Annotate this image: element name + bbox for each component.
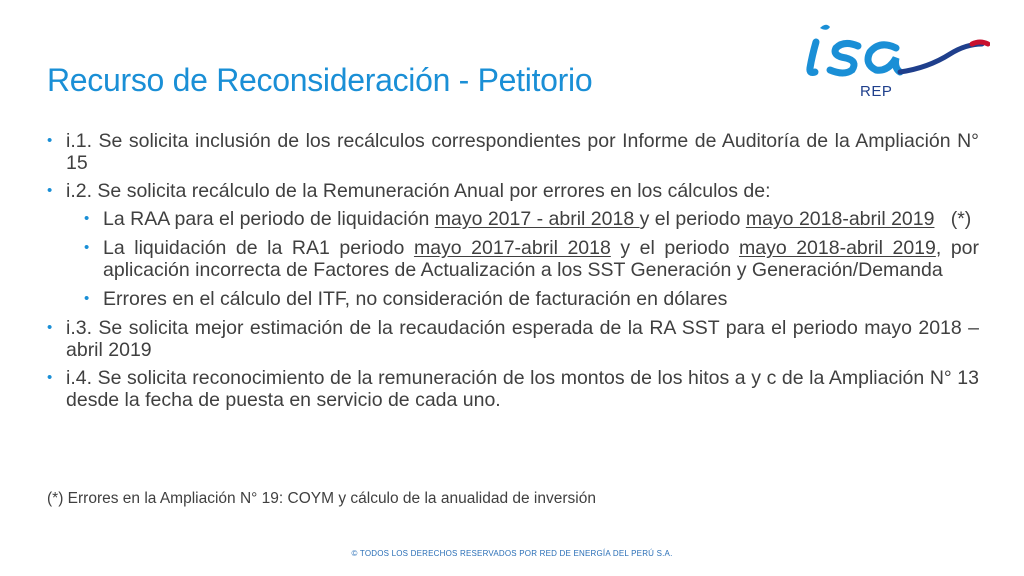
bullet-dot-icon: • [47,319,53,336]
bullet-text: i.1. Se solicita inclusión de los recálculos correspondientes por Informe de Auditoría de la Ampliación N° 15 [66,130,979,174]
sub-bullet-text: (*) [934,208,972,230]
bullet-dot-icon: • [47,182,53,199]
bullet-dot-icon: • [47,369,53,386]
logo-s [830,43,858,73]
logo-rep-label: REP [860,83,893,100]
logo-i-stem [810,42,816,73]
logo-i-dot [820,25,830,30]
footnote: (*) Errores en la Ampliación N° 19: COYM y cálculo de la anualidad de inversión [47,490,596,507]
sub-bullet-text: y el periodo [639,208,746,230]
underlined-period: mayo 2018-abril 2019 [745,208,935,230]
underlined-period: mayo 2017 - abril 2018 [434,208,640,230]
bullet-dot-icon: • [84,210,90,227]
bullet-item-i2 [47,180,979,202]
bullet-item-i3 [47,317,979,361]
sub-bullet-text: Errores en el cálculo del ITF, no consideración de facturación en dólares [103,288,728,310]
isa-logo [800,18,990,102]
copyright-footer: © TODOS LOS DERECHOS RESERVADOS POR RED DE ENERGÍA DEL PERÚ S.A. [351,549,673,558]
bullet-item-i4 [47,367,979,411]
bullet-list [47,130,979,417]
underlined-period: mayo 2018-abril 2019 [738,237,936,259]
page-title: Recurso de Reconsideración - Petitorio [47,62,593,98]
bullet-item-i1 [47,130,979,174]
sub-bullet-text: y el periodo [610,237,739,259]
sub-bullet-text: , por aplicación incorrecta de Factores de Actualización a los SST Generación y Generación/Demanda [103,237,980,281]
bullet-dot-icon: • [47,132,53,149]
sub-bullet-text: La RAA para el periodo de liquidación [103,208,435,230]
sub-bullet-text: La liquidación de la RA1 periodo [103,237,414,259]
bullet-text: i.2. Se solicita recálculo de la Remuneración Anual por errores en los cálculos de: [66,180,771,202]
logo-swoosh [900,44,982,72]
bullet-text: i.3. Se solicita mejor estimación de la recaudación esperada de la RA SST para el periodo mayo 2018 – abril 2019 [66,317,979,361]
underlined-period: mayo 2017-abril 2018 [413,237,611,259]
bullet-text: i.4. Se solicita reconocimiento de la remuneración de los montos de los hitos a y c de la Ampliación N° 13 desde la fecha de puesta en servicio de cada uno. [66,367,979,411]
sub-bullet-ra1 [84,237,979,281]
sub-bullet-raa [84,208,979,230]
logo-swoosh-tip [972,42,988,44]
logo-a [868,45,900,72]
bullet-dot-icon: • [84,239,90,256]
sub-bullet-itf [84,288,979,310]
bullet-dot-icon: • [84,290,90,307]
